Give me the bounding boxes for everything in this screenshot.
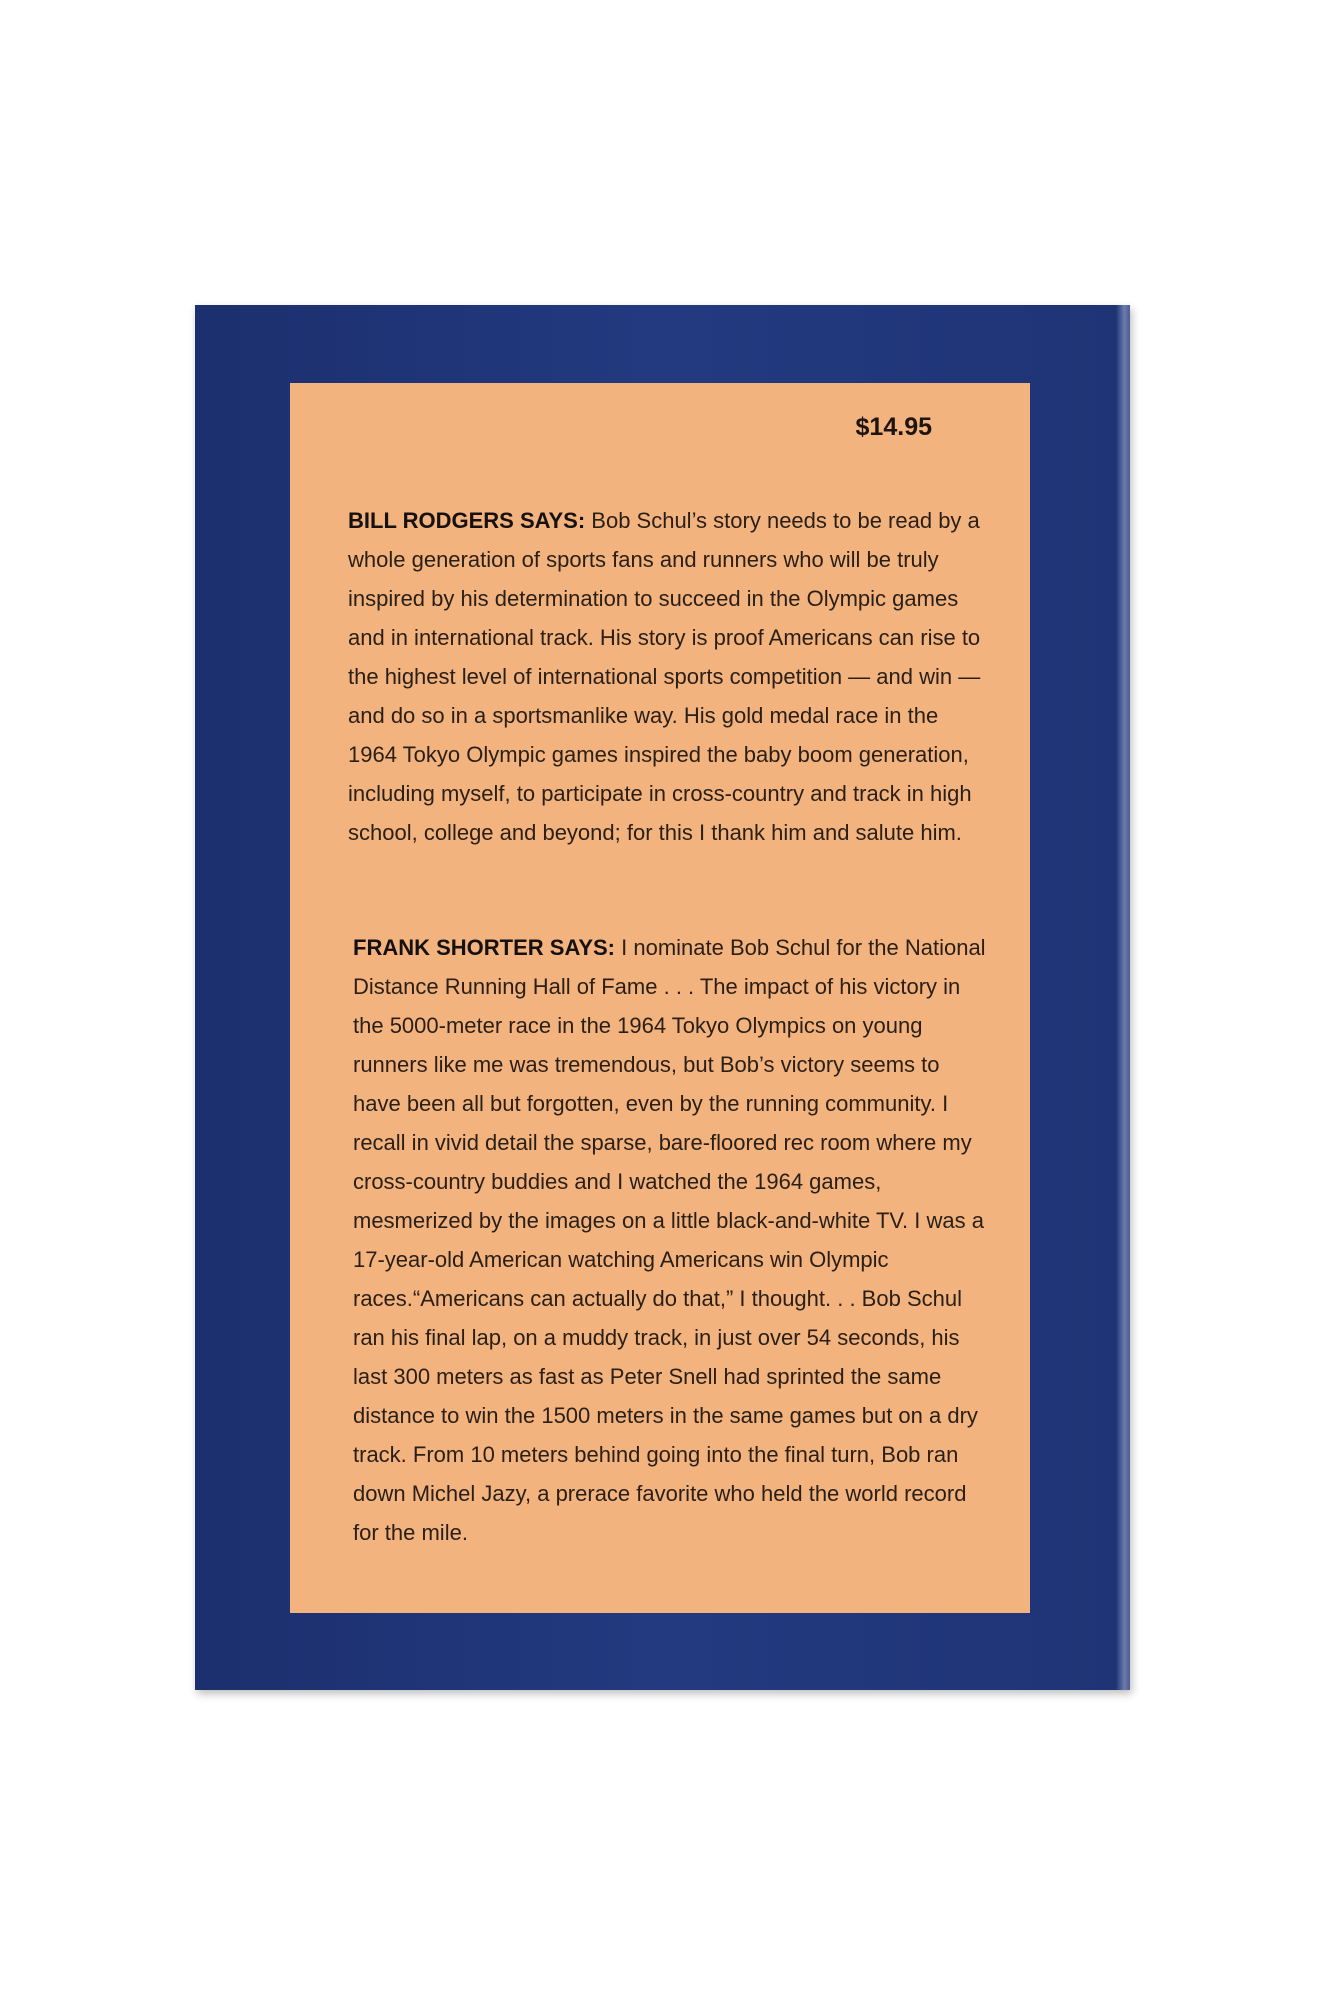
quote-text: Bob Schul’s story needs to be read by a whole generation of sports fans and runners who will be truly inspired by his determination to succeed in the Olympic games and in international track. His story is proof Americans can rise to the highest level of international sports competition — and win — and do so in a sportsmanlike way. His gold medal race in the 1964 Tokyo Olympic games inspired the baby boom generation, including myself, to participate in cross-country and track in high school, college and beyond; for this I thank him and salute him.	[348, 508, 981, 845]
quote-bill-rodgers	[348, 501, 988, 852]
quote-speaker: BILL RODGERS SAYS:	[348, 508, 586, 533]
quote-speaker: FRANK SHORTER SAYS:	[353, 935, 615, 960]
price-label: $14.95	[855, 413, 932, 441]
blurb-panel	[290, 383, 1030, 1613]
quote-frank-shorter	[353, 928, 993, 1552]
quote-text: I nominate Bob Schul for the National Distance Running Hall of Fame . . . The impact of his victory in the 5000-meter race in the 1964 Tokyo Olympics on young runners like me was tremendous, but Bob’s victory seems to have been all but forgotten, even by the running community. I recall in vivid detail the sparse, bare-floored rec room where my cross-country buddies and I watched the 1964 games, mesmerized by the images on a little black-and-white TV. I was a 17-year-old American watching Americans win Olympic races.“Americans can actually do that,” I thought. . . Bob Schul ran his final lap, on a muddy track, in just over 54 seconds, his last 300 meters as fast as Peter Snell had sprinted the same distance to win the 1500 meters in the same games but on a dry track. From 10 meters behind going into the final turn, Bob ran down Michel Jazy, a prerace favorite who held the world record for the mile.	[353, 935, 986, 1545]
book-page-edge	[1116, 305, 1130, 1690]
book-back-cover	[195, 305, 1130, 1690]
